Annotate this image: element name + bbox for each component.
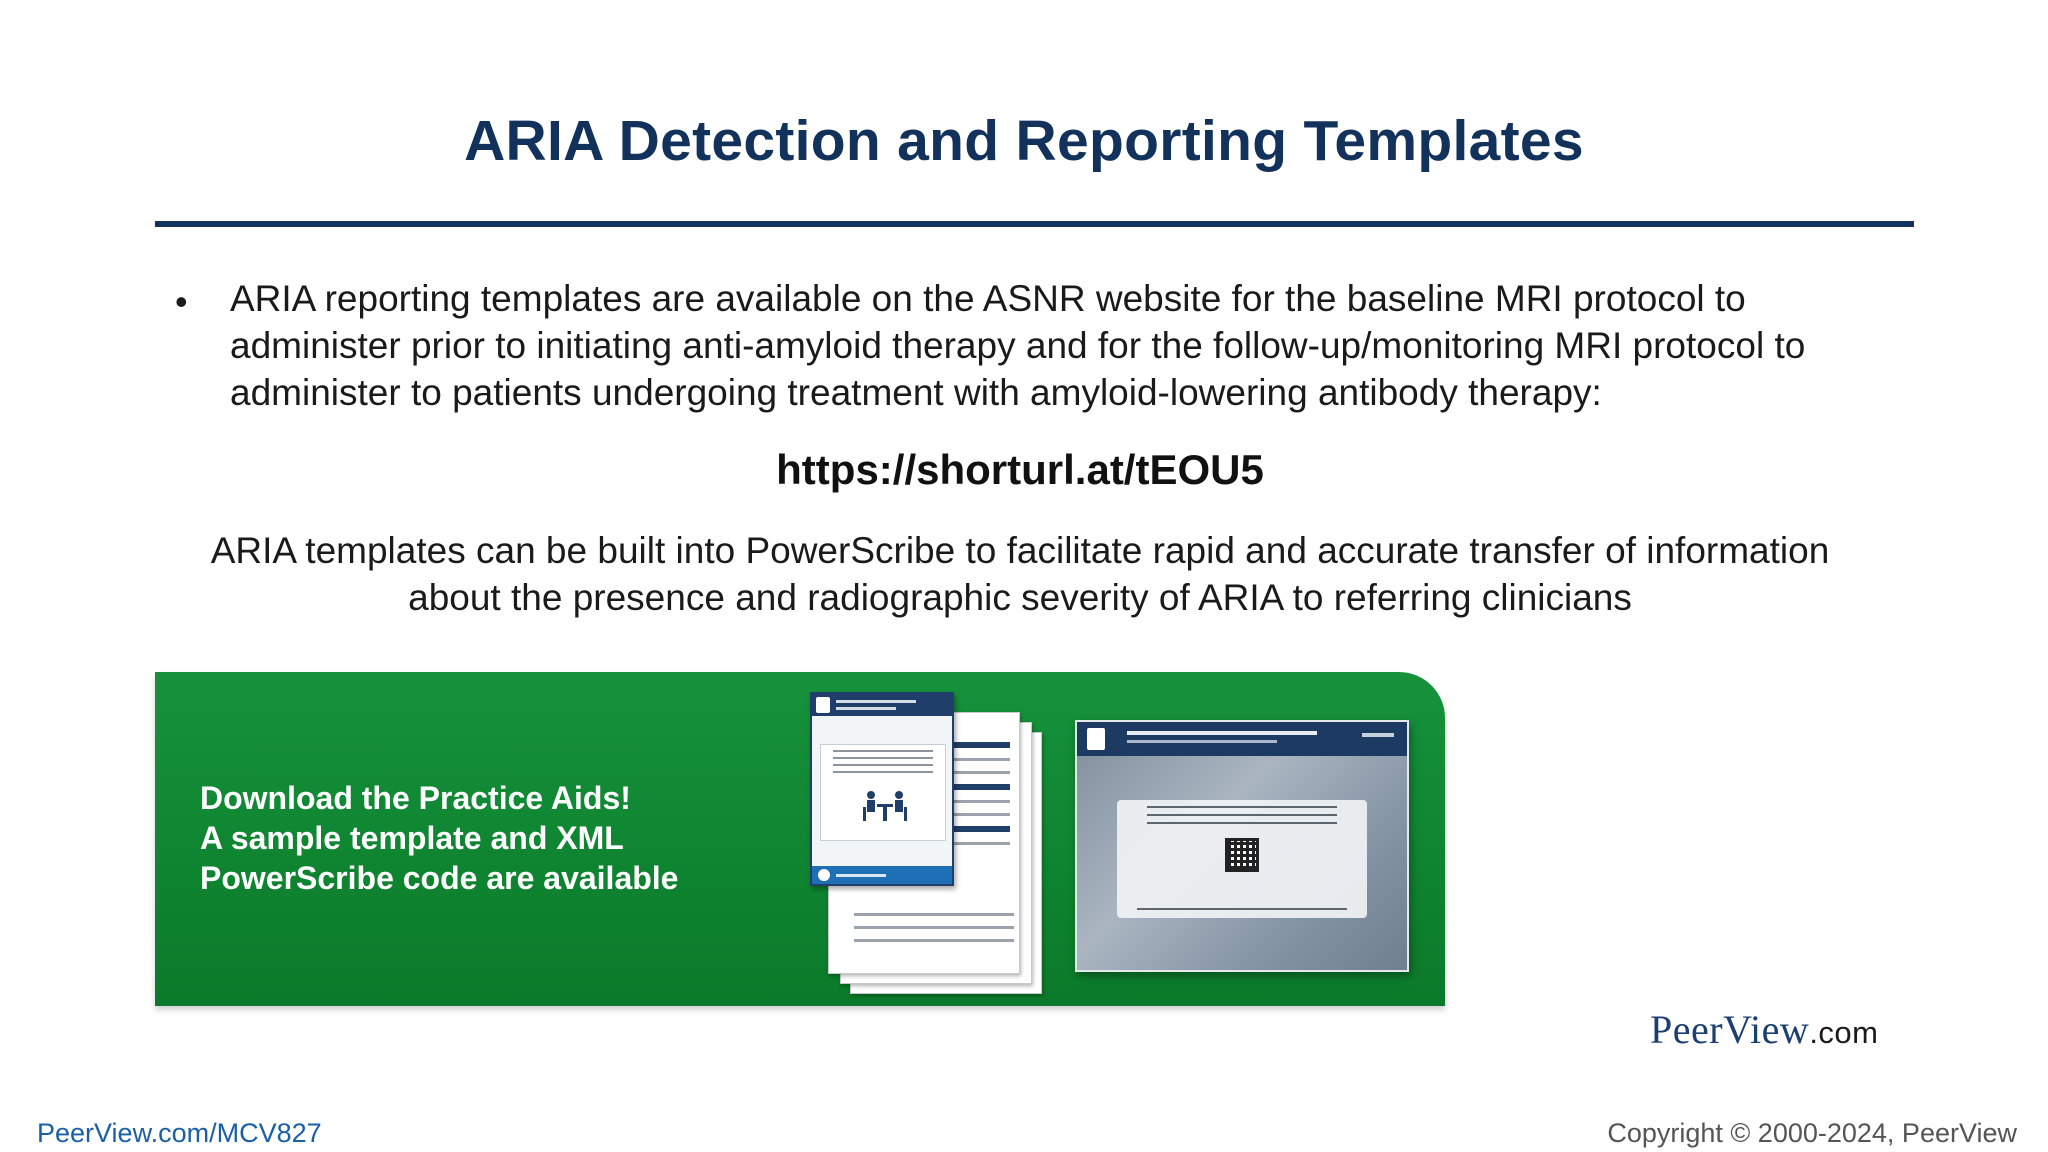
document-cover-panel (820, 744, 946, 841)
logo-name: PeerView (1650, 1007, 1810, 1052)
template-card-panel (1117, 800, 1367, 918)
resource-icon (818, 869, 830, 881)
qr-code-icon (1225, 838, 1259, 872)
document-cover-header (812, 694, 952, 716)
document-cover (810, 692, 954, 886)
peerview-mark-icon (1362, 733, 1394, 737)
document-cover-footer (812, 866, 952, 884)
logo-suffix: .com (1809, 1015, 1879, 1050)
banner-line-3: PowerScribe code are available (200, 860, 679, 896)
powerscribe-template-thumbnail[interactable] (1075, 720, 1409, 972)
asnr-logo-icon (816, 697, 830, 713)
asnr-logo-icon (1087, 728, 1105, 750)
bullet-dot-icon: • (175, 281, 188, 322)
bullet-text: ARIA reporting templates are available on the ASNR website for the baseline MRI protocol to administer prior to initiating anti-amyloid therapy and for the follow-up/monitoring MRI protocol to administer to patients undergoing treatment with amyloid-lowering antibody therapy: (230, 278, 1806, 413)
activity-link[interactable]: PeerView.com/MCV827 (37, 1118, 322, 1148)
template-url[interactable]: https://shorturl.at/tEOU5 (776, 446, 1264, 493)
template-document-thumbnail[interactable] (810, 692, 1040, 992)
banner-text (200, 778, 760, 898)
banner-line-1: Download the Practice Aids! (200, 780, 631, 816)
slide-title: ARIA Detection and Reporting Templates (464, 109, 1584, 173)
title-divider (155, 221, 1914, 227)
info-text: ARIA templates can be built into PowerScribe to facilitate rapid and accurate transfer of information about the presence and radiographic severity of ARIA to referring clinicians (210, 530, 1830, 618)
document-text-lines (854, 913, 1014, 952)
template-card-header (1077, 722, 1407, 756)
peerview-logo (1650, 1006, 1879, 1053)
banner-line-2: A sample template and XML (200, 820, 624, 856)
copyright-text: Copyright © 2000-2024, PeerView (1607, 1118, 2017, 1148)
practice-aids-banner[interactable] (155, 672, 1445, 1006)
clinicians-meeting-icon (859, 787, 911, 823)
